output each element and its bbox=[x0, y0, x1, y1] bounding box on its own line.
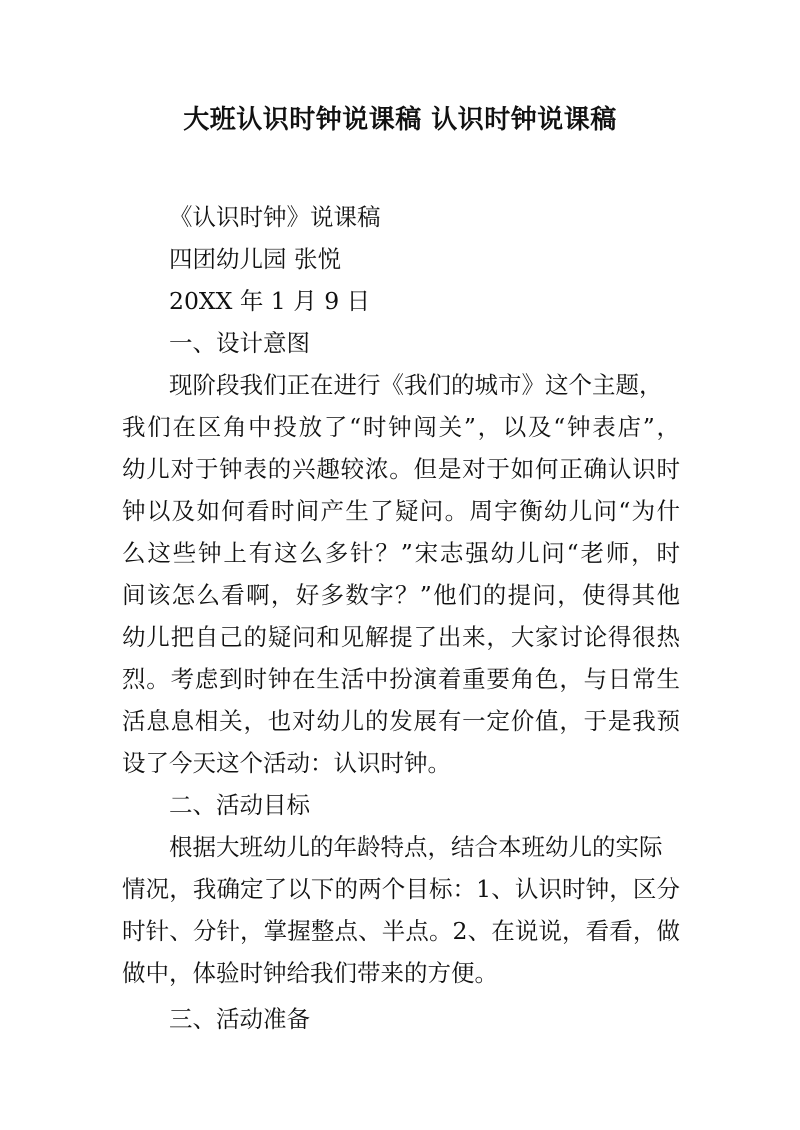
paragraph-line: 根据大班幼儿的年龄特点，结合本班幼儿的实际 bbox=[169, 833, 663, 861]
document-body bbox=[122, 196, 680, 1040]
date-line: 20XX 年 1 月 9 日 bbox=[169, 287, 371, 315]
document-title: 大班认识时钟说课稿 认识时钟说课稿 bbox=[183, 105, 617, 135]
paragraph-line: 设了今天这个活动：认识时钟。 bbox=[122, 749, 451, 777]
paragraph-line: 活息息相关，也对幼儿的发展有一定价值，于是我预 bbox=[122, 707, 680, 735]
paragraph-line: 时针、分针，掌握整点、半点。2、在说说，看看，做 bbox=[122, 917, 680, 945]
section-heading-activity-prep: 三、活动准备 bbox=[169, 1005, 310, 1033]
author-line: 四团幼儿园 张悦 bbox=[169, 245, 341, 273]
paragraph-line: 幼儿对于钟表的兴趣较浓。但是对于如何正确认识时 bbox=[122, 455, 680, 483]
lesson-heading: 《认识时钟》说课稿 bbox=[169, 203, 381, 231]
paragraph-line: 我们在区角中投放了“时钟闯关”，以及“钟表店”， bbox=[122, 413, 680, 441]
paragraph-line: 钟以及如何看时间产生了疑问。周宇衡幼儿问“为什 bbox=[122, 497, 680, 525]
paragraph-line: 间该怎么看啊，好多数字？”他们的提问，使得其他 bbox=[122, 581, 680, 609]
paragraph-line: 现阶段我们正在进行《我们的城市》这个主题， bbox=[169, 371, 663, 399]
paragraph-line: 做中，体验时钟给我们带来的方便。 bbox=[122, 959, 498, 987]
paragraph-line: 烈。考虑到时钟在生活中扮演着重要角色，与日常生 bbox=[122, 665, 680, 693]
section-heading-design-intent: 一、设计意图 bbox=[169, 329, 310, 357]
paragraph-line: 情况，我确定了以下的两个目标：1、认识时钟，区分 bbox=[122, 875, 680, 903]
section-heading-activity-goals: 二、活动目标 bbox=[169, 791, 310, 819]
paragraph-line: 么这些钟上有这么多针？”宋志强幼儿问“老师，时 bbox=[122, 539, 680, 567]
paragraph-line: 幼儿把自己的疑问和见解提了出来，大家讨论得很热 bbox=[122, 623, 680, 651]
